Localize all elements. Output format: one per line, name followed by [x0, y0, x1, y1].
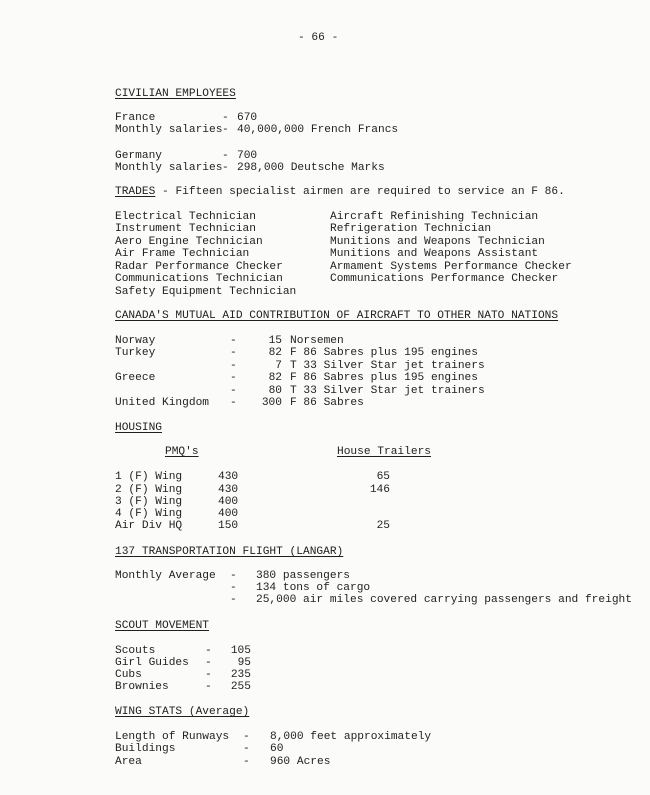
aid-desc: T 33 Silver Star jet trainers	[290, 360, 485, 372]
france-label: France	[115, 112, 156, 124]
page-number: - 66 -	[298, 32, 339, 44]
housing-pmq: 400	[218, 508, 239, 520]
aid-dash: -	[230, 360, 237, 372]
aid-qty: 7	[275, 360, 282, 372]
trade-left-item: Instrument Technician	[115, 223, 256, 235]
germany-salary-value: 298,000 Deutsche Marks	[237, 162, 385, 174]
wing-stat-label: Length of Runways	[115, 731, 230, 743]
civilian-employees-heading: CIVILIAN EMPLOYEES	[115, 88, 236, 100]
aid-dash: -	[230, 372, 237, 384]
transport-label: Monthly Average	[115, 570, 216, 582]
aid-qty: 15	[268, 335, 282, 347]
housing-unit: 4 (F) Wing	[115, 508, 183, 520]
aid-country: Norway	[115, 335, 156, 347]
aid-desc: F 86 Sabres plus 195 engines	[290, 372, 478, 384]
scout-value: 255	[230, 681, 251, 693]
aid-qty: 82	[268, 347, 282, 359]
aid-qty: 300	[261, 397, 282, 409]
aid-dash: -	[230, 347, 237, 359]
transport-dash: -	[230, 570, 237, 582]
scout-dash: -	[205, 681, 212, 693]
aid-desc: Norsemen	[290, 335, 344, 347]
france-dash: -	[222, 112, 229, 124]
germany-dash: -	[222, 150, 229, 162]
trade-left-item: Radar Performance Checker	[115, 261, 283, 273]
france-salary-value: 40,000,000 French Francs	[237, 124, 399, 136]
wing-stat-dash: -	[243, 731, 250, 743]
trade-left-item: Safety Equipment Technician	[115, 286, 297, 298]
wing-stat-label: Buildings	[115, 743, 176, 755]
aid-dash: -	[230, 397, 237, 409]
scout-label: Scouts	[115, 645, 156, 657]
transport-dash: -	[230, 582, 237, 594]
wing-stat-value: 960 Acres	[270, 756, 331, 768]
housing-pmq: 430	[218, 471, 239, 483]
aid-qty: 80	[268, 385, 282, 397]
scout-label: Girl Guides	[115, 657, 189, 669]
aid-country: Turkey	[115, 347, 156, 359]
trade-right-item: Aircraft Refinishing Technician	[330, 211, 539, 223]
transport-dash: -	[230, 594, 237, 606]
scout-value: 95	[237, 657, 251, 669]
mutual-aid-heading: CANADA'S MUTUAL AID CONTRIBUTION OF AIRCRAFT TO OTHER NATO NATIONS	[115, 310, 559, 322]
housing-pmq: 430	[218, 484, 239, 496]
wing-stat-value: 8,000 feet approximately	[270, 731, 432, 743]
housing-trailers: 146	[369, 484, 390, 496]
aid-desc: T 33 Silver Star jet trainers	[290, 385, 485, 397]
housing-pmq: 150	[218, 520, 239, 532]
scout-label: Brownies	[115, 681, 169, 693]
trade-left-item: Aero Engine Technician	[115, 236, 263, 248]
scout-dash: -	[205, 657, 212, 669]
transport-item: 134 tons of cargo	[256, 582, 371, 594]
trade-left-item: Air Frame Technician	[115, 248, 250, 260]
germany-employees-value: 700	[237, 150, 258, 162]
transport-item: 380 passengers	[256, 570, 350, 582]
housing-unit: 1 (F) Wing	[115, 471, 183, 483]
scout-label: Cubs	[115, 669, 142, 681]
trades-heading: TRADES	[115, 186, 156, 198]
france-salary-label: Monthly salaries	[115, 124, 223, 136]
germany-salary-dash: -	[222, 162, 229, 174]
trade-right-item: Munitions and Weapons Technician	[330, 236, 545, 248]
scout-heading: SCOUT MOVEMENT	[115, 620, 209, 632]
scout-value: 235	[230, 669, 251, 681]
aid-desc: F 86 Sabres plus 195 engines	[290, 347, 478, 359]
wing-stat-dash: -	[243, 743, 250, 755]
housing-pmq: 400	[218, 496, 239, 508]
aid-desc: F 86 Sabres	[290, 397, 364, 409]
aid-dash: -	[230, 385, 237, 397]
trade-right-item: Refrigeration Technician	[330, 223, 492, 235]
trade-right-item: Communications Performance Checker	[330, 273, 559, 285]
germany-salary-label: Monthly salaries	[115, 162, 223, 174]
housing-unit: 3 (F) Wing	[115, 496, 183, 508]
trades-line	[115, 186, 565, 198]
trades-intro: - Fifteen specialist airmen are required to service an F 86.	[155, 186, 565, 198]
transport-heading: 137 TRANSPORTATION FLIGHT (LANGAR)	[115, 546, 344, 558]
wing-stat-label: Area	[115, 756, 142, 768]
aid-qty: 82	[268, 372, 282, 384]
pmq-column-header: PMQ's	[165, 446, 199, 458]
germany-label: Germany	[115, 150, 162, 162]
france-salary-dash: -	[222, 124, 229, 136]
housing-heading: HOUSING	[115, 422, 162, 434]
housing-trailers: 25	[376, 520, 390, 532]
housing-unit: Air Div HQ	[115, 520, 183, 532]
wing-stats-heading: WING STATS (Average)	[115, 706, 250, 718]
france-employees-value: 670	[237, 112, 258, 124]
aid-country: United Kingdom	[115, 397, 209, 409]
trade-right-item: Armament Systems Performance Checker	[330, 261, 572, 273]
housing-trailers: 65	[376, 471, 390, 483]
trade-right-item: Munitions and Weapons Assistant	[330, 248, 539, 260]
scout-dash: -	[205, 645, 212, 657]
aid-dash: -	[230, 335, 237, 347]
aid-country: Greece	[115, 372, 156, 384]
wing-stat-value: 60	[270, 743, 284, 755]
scout-value: 105	[230, 645, 251, 657]
trade-left-item: Communications Technician	[115, 273, 283, 285]
house-trailers-column-header: House Trailers	[337, 446, 431, 458]
transport-item: 25,000 air miles covered carrying passengers and freight	[256, 594, 632, 606]
scout-dash: -	[205, 669, 212, 681]
trade-left-item: Electrical Technician	[115, 211, 256, 223]
wing-stat-dash: -	[243, 756, 250, 768]
housing-unit: 2 (F) Wing	[115, 484, 183, 496]
